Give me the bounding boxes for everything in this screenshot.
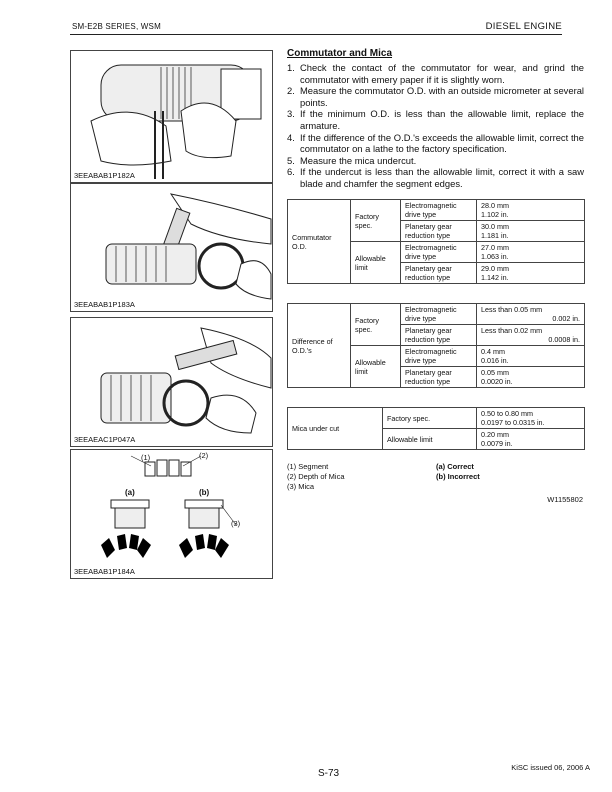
spec-label: Factory spec. <box>351 200 401 242</box>
table-commutator-od <box>287 199 585 284</box>
value-cell: 0.20 mm 0.0079 in. <box>477 429 585 450</box>
label-correct: (a) <box>125 488 135 497</box>
micrometer-illustration-2 <box>71 318 272 446</box>
spec-label: Factory spec. <box>351 304 401 346</box>
value-cell: 29.0 mm 1.142 in. <box>477 263 585 284</box>
drive-type: Planetary gear reduction type <box>401 263 477 284</box>
step-item: 3. If the minimum O.D. is less than the allowable limit, replace the armature. <box>287 108 584 131</box>
value-cell: Less than 0.05 mm 0.002 in. <box>477 304 585 325</box>
label-mica: (3) <box>231 519 241 528</box>
value-cell: Less than 0.02 mm 0.0008 in. <box>477 325 585 346</box>
step-item: 1. Check the contact of the commutator for wear, and grind the commutator with emery paper if it is slightly worn. <box>287 62 584 85</box>
procedure-steps <box>287 62 584 190</box>
figure-caption: 3EEABAB1P183A <box>74 300 135 309</box>
spec-label: Allowable limit <box>351 346 401 388</box>
step-item: 4. If the difference of the O.D.'s exceeds the allowable limit, correct the commutator on a lathe to the factory specification. <box>287 131 584 155</box>
drive-type: Electromagnetic drive type <box>401 242 477 263</box>
value-cell: 30.0 mm 1.181 in. <box>477 221 585 242</box>
drive-type: Electromagnetic drive type <box>401 304 477 325</box>
value-cell: 27.0 mm 1.063 in. <box>477 242 585 263</box>
step-item: 2. Measure the commutator O.D. with an outside micrometer at several points. <box>287 85 584 108</box>
figure-caption: 3EEAEAC1P047A <box>74 435 136 444</box>
drive-type: Planetary gear reduction type <box>401 221 477 242</box>
item-label: Difference of O.D.'s <box>288 304 351 388</box>
drive-type: Electromagnetic drive type <box>401 200 477 221</box>
page-number: S-73 <box>318 768 340 779</box>
label-segment: (1) <box>141 453 151 462</box>
item-label: Mica under cut <box>288 408 383 450</box>
header-series: SM-E2B SERIES, WSM <box>72 22 161 31</box>
spec-label: Allowable limit <box>383 429 477 450</box>
drive-type: Electromagnetic drive type <box>401 346 477 367</box>
label-depth-of-mica: (2) <box>199 451 209 460</box>
figure-measure-od <box>70 183 273 312</box>
figure-caption: 3EEABAB1P184A <box>74 567 135 576</box>
step-item: 5. Measure the mica undercut. <box>287 154 417 166</box>
document-code: W1155802 <box>547 495 583 504</box>
value-cell: 0.05 mm 0.0020 in. <box>477 367 585 388</box>
value-cell: 0.4 mm 0.016 in. <box>477 346 585 367</box>
value-cell: 0.50 to 0.80 mm 0.0197 to 0.0315 in. <box>477 408 585 429</box>
section-title: Commutator and Mica <box>287 48 393 59</box>
step-item: 6. If the undercut is less than the allowable limit, correct it with a saw blade and chamfer the segment edges. <box>287 166 584 189</box>
drive-type: Planetary gear reduction type <box>401 367 477 388</box>
figure-caption: 3EEABAB1P182A <box>74 171 135 180</box>
footer-issued: KiSC issued 06, 2006 A <box>511 763 590 772</box>
spec-label: Allowable limit <box>351 242 401 284</box>
micrometer-illustration <box>71 184 272 311</box>
value-cell: 28.0 mm 1.102 in. <box>477 200 585 221</box>
figure-mica-undercut <box>70 449 273 579</box>
spec-label: Factory spec. <box>383 408 477 429</box>
figure-measure-difference <box>70 317 273 447</box>
figure-grinding <box>70 50 273 183</box>
grinding-illustration <box>71 51 272 182</box>
table-difference-od <box>287 303 585 388</box>
header-rule <box>70 34 562 35</box>
legend-right: (a) Correct (b) Incorrect <box>436 462 480 482</box>
legend-left: (1) Segment (2) Depth of Mica (3) Mica <box>287 462 345 492</box>
mica-diagram <box>71 450 272 578</box>
drive-type: Planetary gear reduction type <box>401 325 477 346</box>
label-incorrect: (b) <box>199 488 210 497</box>
table-mica-undercut <box>287 407 585 450</box>
header-section: DIESEL ENGINE <box>485 21 562 32</box>
item-label: Commutator O.D. <box>288 200 351 284</box>
